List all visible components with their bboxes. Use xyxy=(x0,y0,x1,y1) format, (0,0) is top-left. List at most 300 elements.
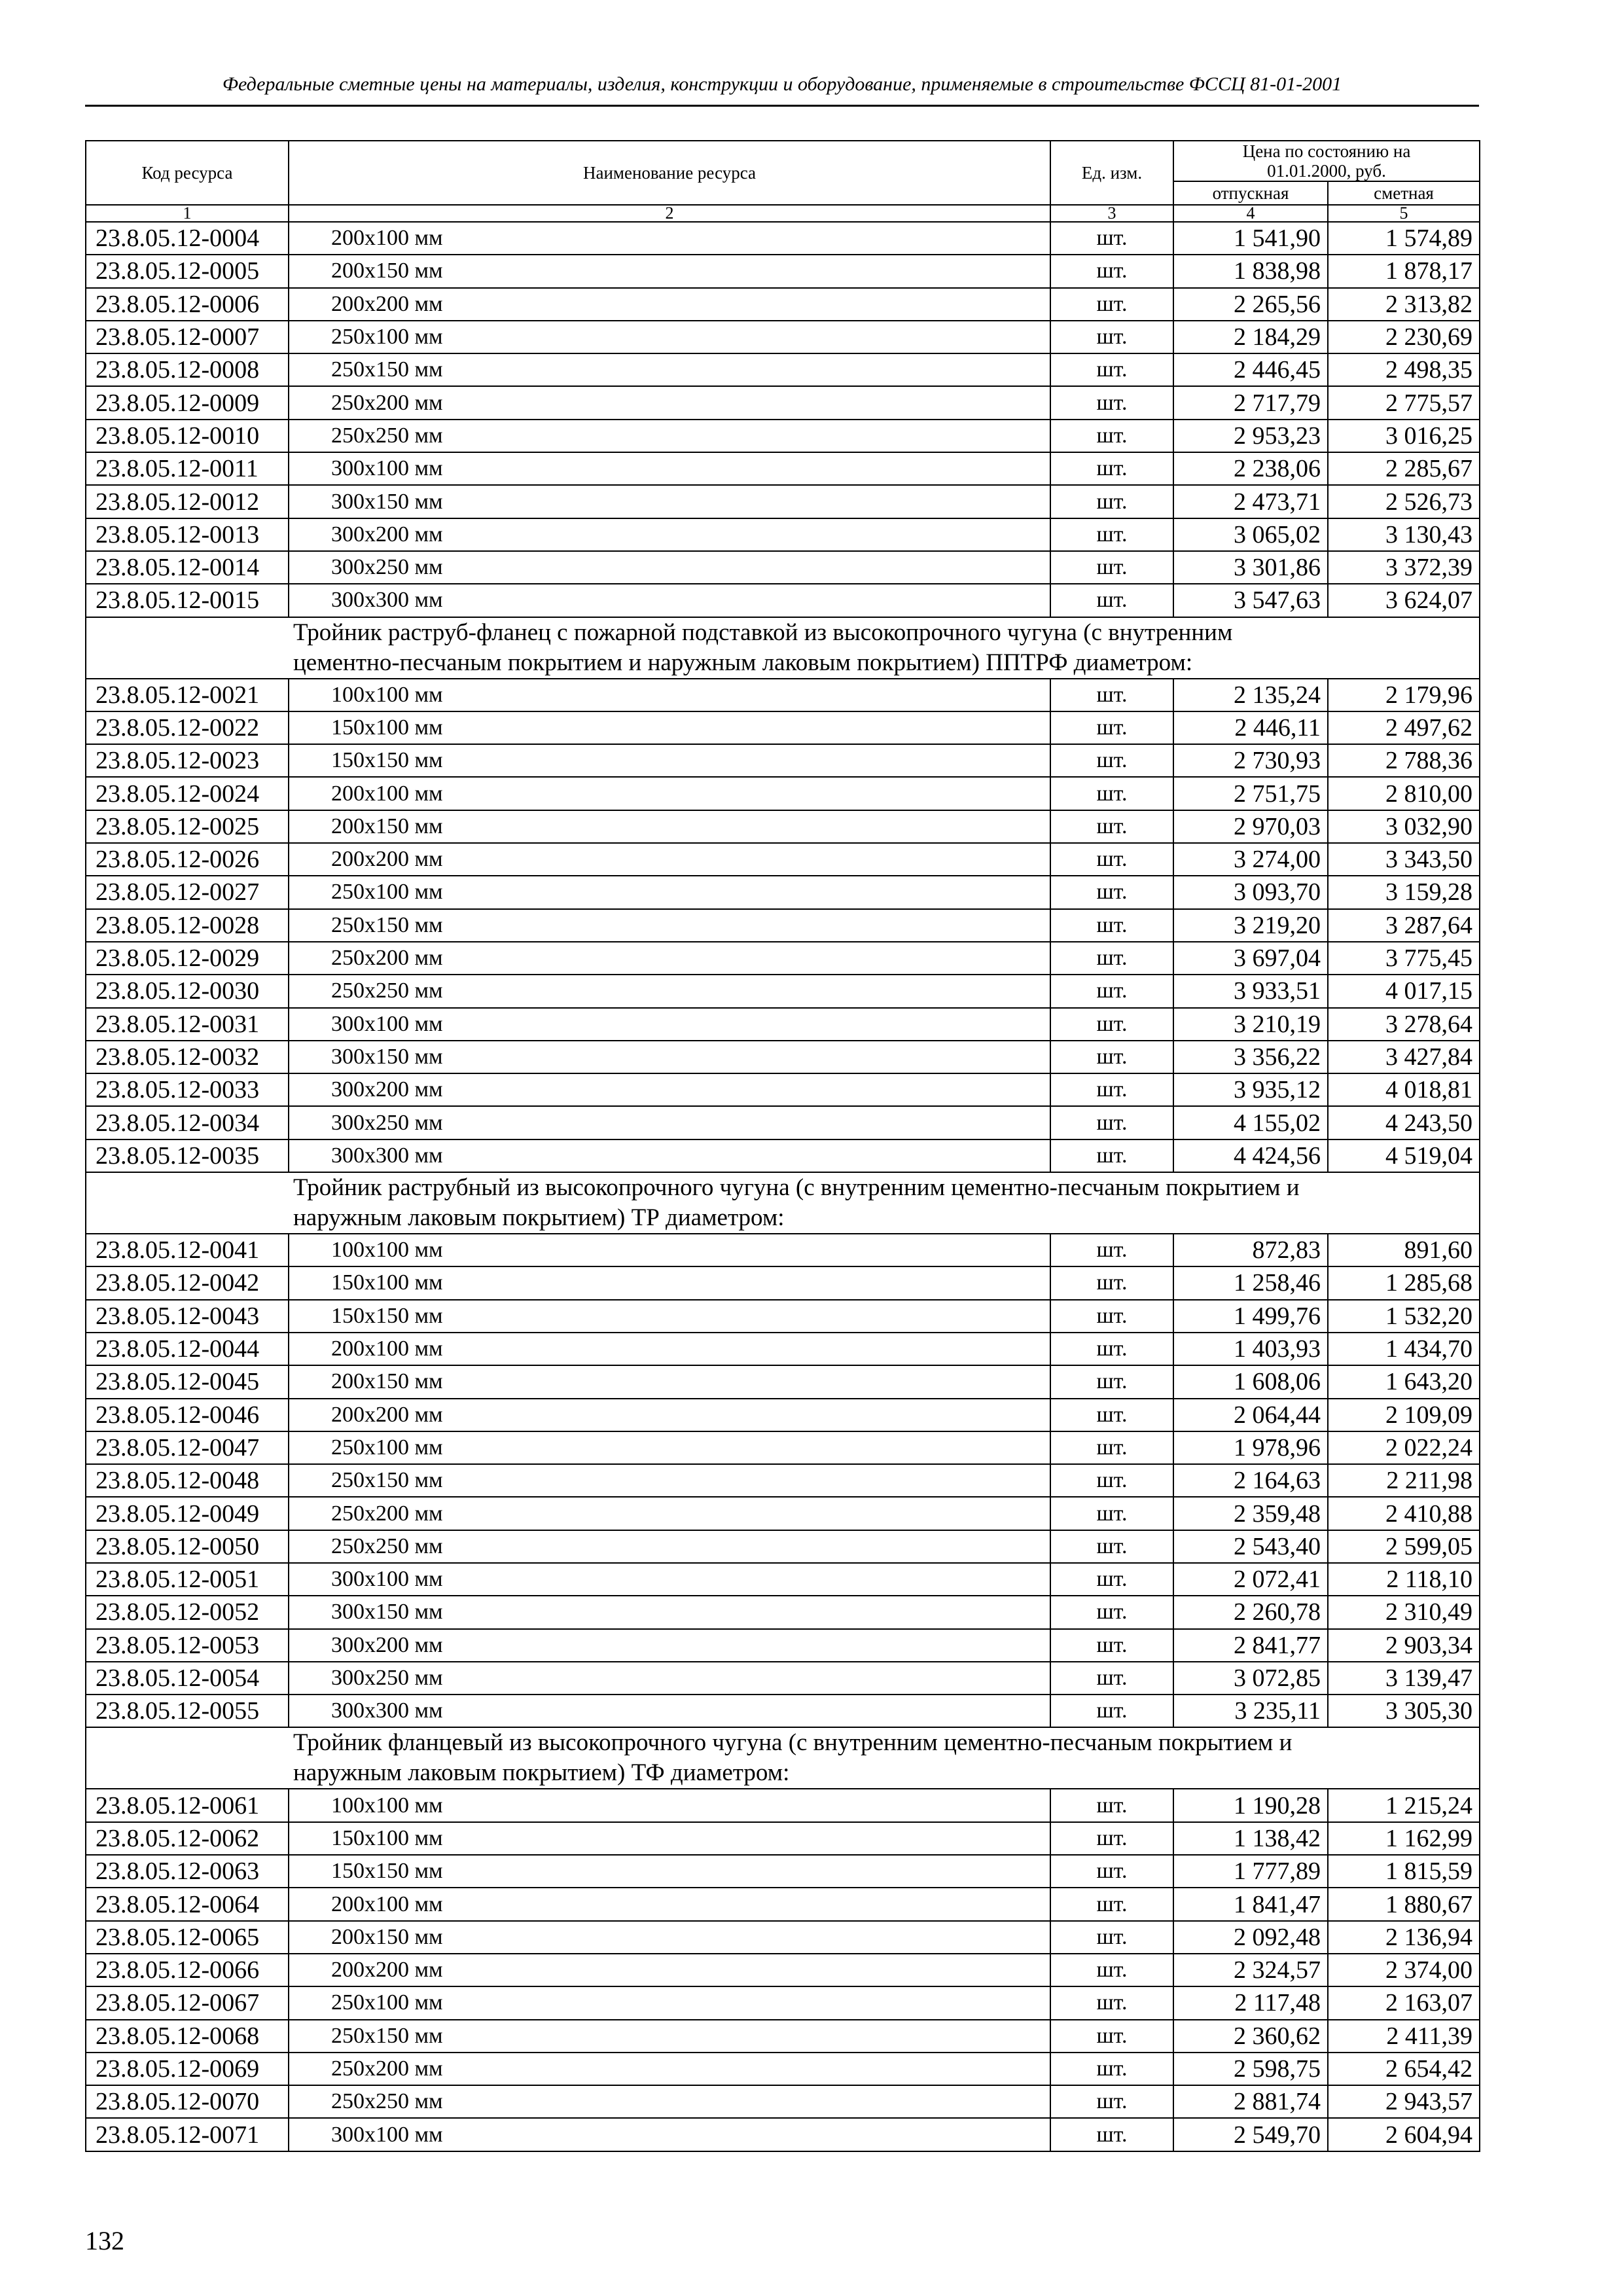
estimate-price: 2 310,49 xyxy=(1328,1596,1480,1628)
release-price: 2 184,29 xyxy=(1173,321,1328,353)
estimate-price: 4 017,15 xyxy=(1328,975,1480,1007)
resource-name: 250x250 мм xyxy=(289,975,1050,1007)
table-row xyxy=(86,1464,1480,1497)
unit-cell: шт. xyxy=(1050,584,1173,617)
estimate-price: 3 130,43 xyxy=(1328,518,1480,551)
release-price: 2 543,40 xyxy=(1173,1530,1328,1563)
table-row xyxy=(86,1695,1480,1727)
release-price: 3 235,11 xyxy=(1173,1695,1328,1727)
estimate-price: 2 497,62 xyxy=(1328,711,1480,744)
release-price: 2 092,48 xyxy=(1173,1921,1328,1954)
table-row xyxy=(86,452,1480,485)
section-heading-line: наружным лаковым покрытием) ТФ диаметром: xyxy=(293,1759,790,1787)
release-price: 3 697,04 xyxy=(1173,942,1328,975)
estimate-price: 2 136,94 xyxy=(1328,1921,1480,1954)
release-price: 3 933,51 xyxy=(1173,975,1328,1007)
table-row xyxy=(86,1073,1480,1106)
unit-cell: шт. xyxy=(1050,1333,1173,1365)
resource-name: 300x100 мм xyxy=(289,1563,1050,1596)
release-price: 2 881,74 xyxy=(1173,2085,1328,2118)
release-price: 2 072,41 xyxy=(1173,1563,1328,1596)
release-price: 3 072,85 xyxy=(1173,1662,1328,1695)
resource-code: 23.8.05.12-0031 xyxy=(86,1008,289,1041)
estimate-price: 1 880,67 xyxy=(1328,1888,1480,1920)
unit-cell: шт. xyxy=(1050,1431,1173,1464)
unit-cell: шт. xyxy=(1050,843,1173,876)
resource-name: 150x100 мм xyxy=(289,1266,1050,1299)
table-row xyxy=(86,288,1480,321)
col-header-release: отпускная xyxy=(1173,181,1328,205)
resource-code: 23.8.05.12-0067 xyxy=(86,1986,289,2019)
unit-cell: шт. xyxy=(1050,2053,1173,2085)
resource-code: 23.8.05.12-0022 xyxy=(86,711,289,744)
release-price: 2 717,79 xyxy=(1173,386,1328,419)
unit-cell: шт. xyxy=(1050,1789,1173,1821)
resource-code: 23.8.05.12-0062 xyxy=(86,1822,289,1855)
table-row xyxy=(86,876,1480,908)
resource-code: 23.8.05.12-0046 xyxy=(86,1399,289,1431)
unit-cell: шт. xyxy=(1050,1563,1173,1596)
release-price: 3 210,19 xyxy=(1173,1008,1328,1041)
estimate-price: 2 374,00 xyxy=(1328,1954,1480,1986)
estimate-price: 2 810,00 xyxy=(1328,777,1480,810)
release-price: 2 841,77 xyxy=(1173,1629,1328,1662)
release-price: 2 164,63 xyxy=(1173,1464,1328,1497)
estimate-price: 2 179,96 xyxy=(1328,679,1480,711)
unit-cell: шт. xyxy=(1050,255,1173,287)
table-row xyxy=(86,1921,1480,1954)
table-row xyxy=(86,255,1480,287)
estimate-price: 1 434,70 xyxy=(1328,1333,1480,1365)
unit-cell: шт. xyxy=(1050,744,1173,777)
resource-code: 23.8.05.12-0007 xyxy=(86,321,289,353)
release-price: 2 238,06 xyxy=(1173,452,1328,485)
table-row xyxy=(86,222,1480,255)
resource-code: 23.8.05.12-0069 xyxy=(86,2053,289,2085)
resource-name: 200x100 мм xyxy=(289,1888,1050,1920)
col-number-1: 1 xyxy=(86,205,289,222)
table-row xyxy=(86,485,1480,518)
unit-cell: шт. xyxy=(1050,1300,1173,1333)
release-price: 3 065,02 xyxy=(1173,518,1328,551)
release-price: 3 219,20 xyxy=(1173,909,1328,942)
estimate-price: 4 243,50 xyxy=(1328,1106,1480,1139)
resource-code: 23.8.05.12-0054 xyxy=(86,1662,289,1695)
unit-cell: шт. xyxy=(1050,909,1173,942)
estimate-price: 2 411,39 xyxy=(1328,2020,1480,2053)
col-number-5: 5 xyxy=(1328,205,1480,222)
release-price: 2 970,03 xyxy=(1173,810,1328,843)
resource-code: 23.8.05.12-0011 xyxy=(86,452,289,485)
table-row xyxy=(86,321,1480,353)
header-rule xyxy=(85,105,1479,107)
resource-name: 250x250 мм xyxy=(289,420,1050,452)
table-row xyxy=(86,1365,1480,1398)
unit-cell: шт. xyxy=(1050,288,1173,321)
resource-name: 250x150 мм xyxy=(289,909,1050,942)
unit-cell: шт. xyxy=(1050,1695,1173,1727)
estimate-price: 2 163,07 xyxy=(1328,1986,1480,2019)
table-row xyxy=(86,1139,1480,1172)
estimate-price: 2 410,88 xyxy=(1328,1497,1480,1530)
unit-cell: шт. xyxy=(1050,1822,1173,1855)
resource-name: 250x100 мм xyxy=(289,321,1050,353)
resource-code: 23.8.05.12-0050 xyxy=(86,1530,289,1563)
table-row xyxy=(86,1596,1480,1628)
table-row xyxy=(86,1234,1480,1266)
estimate-price: 3 305,30 xyxy=(1328,1695,1480,1727)
unit-cell: шт. xyxy=(1050,1464,1173,1497)
col-number-4: 4 xyxy=(1173,205,1328,222)
resource-code: 23.8.05.12-0021 xyxy=(86,679,289,711)
resource-name: 300x150 мм xyxy=(289,485,1050,518)
col-header-name: Наименование ресурса xyxy=(289,141,1050,205)
estimate-price: 3 343,50 xyxy=(1328,843,1480,876)
unit-cell: шт. xyxy=(1050,1041,1173,1073)
resource-code: 23.8.05.12-0026 xyxy=(86,843,289,876)
unit-cell: шт. xyxy=(1050,420,1173,452)
release-price: 3 274,00 xyxy=(1173,843,1328,876)
resource-code: 23.8.05.12-0030 xyxy=(86,975,289,1007)
resource-name: 300x100 мм xyxy=(289,2118,1050,2151)
unit-cell: шт. xyxy=(1050,386,1173,419)
resource-code: 23.8.05.12-0064 xyxy=(86,1888,289,1920)
unit-cell: шт. xyxy=(1050,2020,1173,2053)
table-row xyxy=(86,1106,1480,1139)
resource-code: 23.8.05.12-0066 xyxy=(86,1954,289,1986)
release-price: 2 135,24 xyxy=(1173,679,1328,711)
table-row xyxy=(86,1041,1480,1073)
unit-cell: шт. xyxy=(1050,518,1173,551)
estimate-price: 3 287,64 xyxy=(1328,909,1480,942)
col-header-estimate: сметная xyxy=(1328,181,1480,205)
release-price: 2 751,75 xyxy=(1173,777,1328,810)
resource-code: 23.8.05.12-0008 xyxy=(86,353,289,386)
estimate-price: 2 022,24 xyxy=(1328,1431,1480,1464)
unit-cell: шт. xyxy=(1050,777,1173,810)
unit-cell: шт. xyxy=(1050,452,1173,485)
resource-name: 250x200 мм xyxy=(289,942,1050,975)
col-header-code: Код ресурса xyxy=(86,141,289,205)
resource-name: 250x200 мм xyxy=(289,386,1050,419)
estimate-price: 2 230,69 xyxy=(1328,321,1480,353)
resource-code: 23.8.05.12-0024 xyxy=(86,777,289,810)
table-row xyxy=(86,1986,1480,2019)
estimate-price: 2 604,94 xyxy=(1328,2118,1480,2151)
resource-name: 200x150 мм xyxy=(289,1365,1050,1398)
resource-name: 300x100 мм xyxy=(289,1008,1050,1041)
release-price: 2 064,44 xyxy=(1173,1399,1328,1431)
estimate-price: 4 519,04 xyxy=(1328,1139,1480,1172)
release-price: 2 324,57 xyxy=(1173,1954,1328,1986)
section-row xyxy=(86,1172,1480,1234)
col-header-unit: Ед. изм. xyxy=(1050,141,1173,205)
resource-name: 250x250 мм xyxy=(289,2085,1050,2118)
resource-code: 23.8.05.12-0013 xyxy=(86,518,289,551)
resource-code: 23.8.05.12-0071 xyxy=(86,2118,289,2151)
section-heading-line: цементно-песчаным покрытием и наружным лаковым покрытием) ППТРФ диаметром: xyxy=(293,649,1193,676)
table-row xyxy=(86,1530,1480,1563)
release-price: 1 777,89 xyxy=(1173,1855,1328,1888)
unit-cell: шт. xyxy=(1050,1954,1173,1986)
release-price: 2 359,48 xyxy=(1173,1497,1328,1530)
release-price: 1 841,47 xyxy=(1173,1888,1328,1920)
resource-name: 200x200 мм xyxy=(289,288,1050,321)
table-row xyxy=(86,777,1480,810)
resource-code: 23.8.05.12-0047 xyxy=(86,1431,289,1464)
unit-cell: шт. xyxy=(1050,485,1173,518)
table-row xyxy=(86,518,1480,551)
estimate-price: 3 372,39 xyxy=(1328,551,1480,584)
estimate-price: 1 215,24 xyxy=(1328,1789,1480,1821)
release-price: 1 978,96 xyxy=(1173,1431,1328,1464)
table-row xyxy=(86,2085,1480,2118)
estimate-price: 3 139,47 xyxy=(1328,1662,1480,1695)
estimate-price: 2 285,67 xyxy=(1328,452,1480,485)
table-row xyxy=(86,1333,1480,1365)
estimate-price: 2 313,82 xyxy=(1328,288,1480,321)
estimate-price: 1 532,20 xyxy=(1328,1300,1480,1333)
release-price: 872,83 xyxy=(1173,1234,1328,1266)
unit-cell: шт. xyxy=(1050,1073,1173,1106)
release-price: 2 446,11 xyxy=(1173,711,1328,744)
resource-code: 23.8.05.12-0006 xyxy=(86,288,289,321)
resource-code: 23.8.05.12-0035 xyxy=(86,1139,289,1172)
unit-cell: шт. xyxy=(1050,1234,1173,1266)
resource-code: 23.8.05.12-0005 xyxy=(86,255,289,287)
estimate-price: 2 526,73 xyxy=(1328,485,1480,518)
resource-name: 150x150 мм xyxy=(289,1855,1050,1888)
unit-cell: шт. xyxy=(1050,1008,1173,1041)
resource-name: 250x200 мм xyxy=(289,1497,1050,1530)
unit-cell: шт. xyxy=(1050,1629,1173,1662)
resource-name: 250x150 мм xyxy=(289,2020,1050,2053)
estimate-price: 2 211,98 xyxy=(1328,1464,1480,1497)
resource-name: 100x100 мм xyxy=(289,1789,1050,1821)
resource-name: 300x300 мм xyxy=(289,1139,1050,1172)
release-price: 1 838,98 xyxy=(1173,255,1328,287)
estimate-price: 2 943,57 xyxy=(1328,2085,1480,2118)
release-price: 1 403,93 xyxy=(1173,1333,1328,1365)
unit-cell: шт. xyxy=(1050,1497,1173,1530)
resource-name: 250x100 мм xyxy=(289,1431,1050,1464)
section-row xyxy=(86,617,1480,679)
release-price: 2 446,45 xyxy=(1173,353,1328,386)
page-number: 132 xyxy=(85,2226,124,2255)
resource-name: 300x300 мм xyxy=(289,584,1050,617)
resource-name: 200x150 мм xyxy=(289,255,1050,287)
unit-cell: шт. xyxy=(1050,679,1173,711)
resource-code: 23.8.05.12-0028 xyxy=(86,909,289,942)
table-row xyxy=(86,1629,1480,1662)
estimate-price: 3 775,45 xyxy=(1328,942,1480,975)
resource-code: 23.8.05.12-0015 xyxy=(86,584,289,617)
resource-code: 23.8.05.12-0025 xyxy=(86,810,289,843)
estimate-price: 3 624,07 xyxy=(1328,584,1480,617)
resource-name: 300x250 мм xyxy=(289,1662,1050,1695)
resource-code: 23.8.05.12-0063 xyxy=(86,1855,289,1888)
unit-cell: шт. xyxy=(1050,1266,1173,1299)
resource-name: 150x100 мм xyxy=(289,711,1050,744)
running-header: Федеральные сметные цены на материалы, изделия, конструкции и оборудование, применяемые в строительстве ФССЦ 81-01-2001 xyxy=(222,73,1342,95)
unit-cell: шт. xyxy=(1050,1662,1173,1695)
resource-code: 23.8.05.12-0043 xyxy=(86,1300,289,1333)
release-price: 1 190,28 xyxy=(1173,1789,1328,1821)
unit-cell: шт. xyxy=(1050,321,1173,353)
release-price: 2 953,23 xyxy=(1173,420,1328,452)
estimate-price: 3 016,25 xyxy=(1328,420,1480,452)
table-row xyxy=(86,551,1480,584)
unit-cell: шт. xyxy=(1050,353,1173,386)
table-row xyxy=(86,1563,1480,1596)
table-row xyxy=(86,1266,1480,1299)
unit-cell: шт. xyxy=(1050,1855,1173,1888)
resource-name: 250x150 мм xyxy=(289,353,1050,386)
table-row xyxy=(86,1300,1480,1333)
col-number-3: 3 xyxy=(1050,205,1173,222)
unit-cell: шт. xyxy=(1050,222,1173,255)
resource-name: 200x150 мм xyxy=(289,810,1050,843)
estimate-price: 3 427,84 xyxy=(1328,1041,1480,1073)
release-price: 2 730,93 xyxy=(1173,744,1328,777)
resource-code: 23.8.05.12-0033 xyxy=(86,1073,289,1106)
section-heading xyxy=(86,1172,1480,1234)
price-table xyxy=(85,140,1480,2152)
resource-code: 23.8.05.12-0052 xyxy=(86,1596,289,1628)
table-row xyxy=(86,386,1480,419)
release-price: 4 155,02 xyxy=(1173,1106,1328,1139)
unit-cell: шт. xyxy=(1050,2118,1173,2151)
resource-name: 200x100 мм xyxy=(289,222,1050,255)
resource-name: 200x200 мм xyxy=(289,1954,1050,1986)
section-row xyxy=(86,1727,1480,1789)
resource-name: 100x100 мм xyxy=(289,1234,1050,1266)
col-header-price-group: Цена по состоянию на 01.01.2000, руб. xyxy=(1173,141,1480,181)
release-price: 3 547,63 xyxy=(1173,584,1328,617)
release-price: 4 424,56 xyxy=(1173,1139,1328,1172)
resource-name: 250x200 мм xyxy=(289,2053,1050,2085)
table-row xyxy=(86,909,1480,942)
resource-name: 250x250 мм xyxy=(289,1530,1050,1563)
estimate-price: 2 788,36 xyxy=(1328,744,1480,777)
release-price: 2 549,70 xyxy=(1173,2118,1328,2151)
table-row xyxy=(86,1008,1480,1041)
table-row xyxy=(86,679,1480,711)
resource-code: 23.8.05.12-0055 xyxy=(86,1695,289,1727)
resource-name: 300x100 мм xyxy=(289,452,1050,485)
release-price: 1 541,90 xyxy=(1173,222,1328,255)
estimate-price: 891,60 xyxy=(1328,1234,1480,1266)
table-row xyxy=(86,744,1480,777)
resource-code: 23.8.05.12-0004 xyxy=(86,222,289,255)
release-price: 2 360,62 xyxy=(1173,2020,1328,2053)
table-row xyxy=(86,1822,1480,1855)
table-row xyxy=(86,843,1480,876)
table-row xyxy=(86,1888,1480,1920)
resource-name: 100x100 мм xyxy=(289,679,1050,711)
resource-code: 23.8.05.12-0070 xyxy=(86,2085,289,2118)
table-row xyxy=(86,942,1480,975)
resource-code: 23.8.05.12-0049 xyxy=(86,1497,289,1530)
resource-code: 23.8.05.12-0068 xyxy=(86,2020,289,2053)
estimate-price: 1 878,17 xyxy=(1328,255,1480,287)
unit-cell: шт. xyxy=(1050,1986,1173,2019)
estimate-price: 2 775,57 xyxy=(1328,386,1480,419)
release-price: 3 935,12 xyxy=(1173,1073,1328,1106)
resource-name: 300x150 мм xyxy=(289,1041,1050,1073)
resource-name: 300x200 мм xyxy=(289,1073,1050,1106)
estimate-price: 1 815,59 xyxy=(1328,1855,1480,1888)
resource-name: 250x150 мм xyxy=(289,1464,1050,1497)
resource-name: 300x250 мм xyxy=(289,1106,1050,1139)
resource-name: 150x150 мм xyxy=(289,1300,1050,1333)
estimate-price: 2 109,09 xyxy=(1328,1399,1480,1431)
unit-cell: шт. xyxy=(1050,1888,1173,1920)
resource-code: 23.8.05.12-0053 xyxy=(86,1629,289,1662)
resource-name: 250x100 мм xyxy=(289,876,1050,908)
resource-name: 250x100 мм xyxy=(289,1986,1050,2019)
resource-code: 23.8.05.12-0061 xyxy=(86,1789,289,1821)
release-price: 3 356,22 xyxy=(1173,1041,1328,1073)
release-price: 2 265,56 xyxy=(1173,288,1328,321)
table-body xyxy=(86,222,1480,2151)
section-heading xyxy=(86,617,1480,679)
resource-code: 23.8.05.12-0014 xyxy=(86,551,289,584)
table-row xyxy=(86,975,1480,1007)
unit-cell: шт. xyxy=(1050,876,1173,908)
unit-cell: шт. xyxy=(1050,1399,1173,1431)
resource-code: 23.8.05.12-0012 xyxy=(86,485,289,518)
resource-name: 200x200 мм xyxy=(289,843,1050,876)
estimate-price: 3 278,64 xyxy=(1328,1008,1480,1041)
estimate-price: 2 498,35 xyxy=(1328,353,1480,386)
unit-cell: шт. xyxy=(1050,2085,1173,2118)
release-price: 1 258,46 xyxy=(1173,1266,1328,1299)
table-row xyxy=(86,1662,1480,1695)
table-row xyxy=(86,353,1480,386)
resource-name: 200x150 мм xyxy=(289,1921,1050,1954)
estimate-price: 4 018,81 xyxy=(1328,1073,1480,1106)
unit-cell: шт. xyxy=(1050,1365,1173,1398)
section-heading-line: Тройник фланцевый из высокопрочного чугуна (с внутренним цементно-песчаным покрытием и xyxy=(293,1729,1293,1757)
resource-code: 23.8.05.12-0010 xyxy=(86,420,289,452)
table-row xyxy=(86,1954,1480,1986)
table-row xyxy=(86,1399,1480,1431)
release-price: 3 301,86 xyxy=(1173,551,1328,584)
section-heading xyxy=(86,1727,1480,1789)
estimate-price: 2 599,05 xyxy=(1328,1530,1480,1563)
unit-cell: шт. xyxy=(1050,810,1173,843)
resource-code: 23.8.05.12-0009 xyxy=(86,386,289,419)
unit-cell: шт. xyxy=(1050,1596,1173,1628)
release-price: 1 608,06 xyxy=(1173,1365,1328,1398)
resource-code: 23.8.05.12-0034 xyxy=(86,1106,289,1139)
release-price: 2 598,75 xyxy=(1173,2053,1328,2085)
resource-name: 200x100 мм xyxy=(289,1333,1050,1365)
section-heading-line: Тройник раструб-фланец с пожарной подставкой из высокопрочного чугуна (с внутренним xyxy=(293,619,1233,646)
resource-name: 200x200 мм xyxy=(289,1399,1050,1431)
resource-name: 300x200 мм xyxy=(289,518,1050,551)
section-heading-line: Тройник раструбный из высокопрочного чугуна (с внутренним цементно-песчаным покрытием и xyxy=(293,1174,1300,1202)
resource-code: 23.8.05.12-0029 xyxy=(86,942,289,975)
table-row xyxy=(86,2020,1480,2053)
release-price: 2 117,48 xyxy=(1173,1986,1328,2019)
resource-name: 300x200 мм xyxy=(289,1629,1050,1662)
resource-code: 23.8.05.12-0045 xyxy=(86,1365,289,1398)
table-row xyxy=(86,1431,1480,1464)
resource-code: 23.8.05.12-0027 xyxy=(86,876,289,908)
estimate-price: 1 574,89 xyxy=(1328,222,1480,255)
